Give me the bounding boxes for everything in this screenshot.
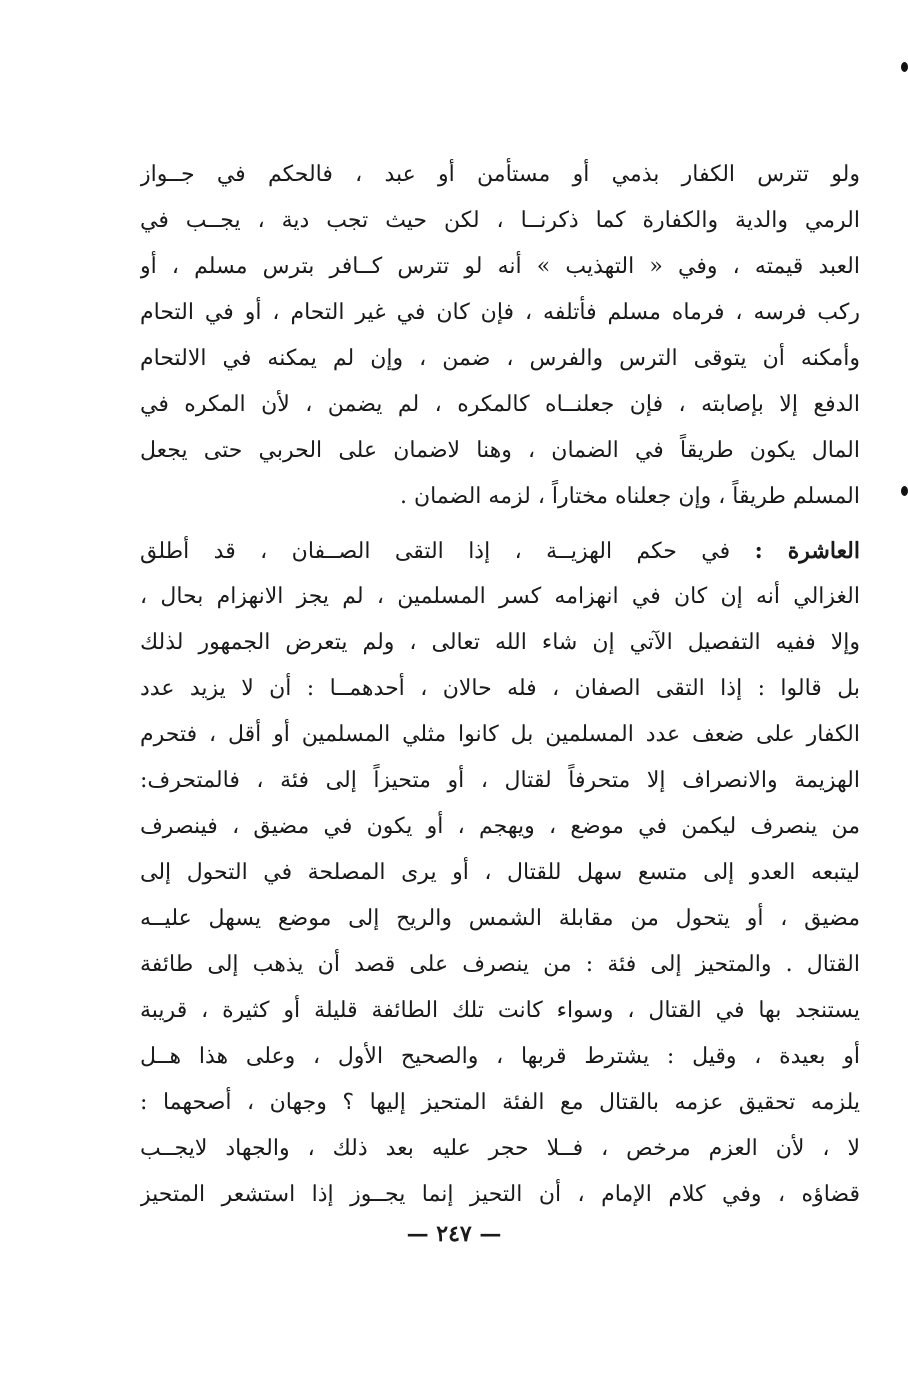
text-line-first <box>140 528 860 574</box>
text-line: ليتبعه العدو إلى متسع سهل للقتال ، أو يرى المصلحة في التحول إلى <box>140 860 860 885</box>
text-line: أو بعيدة ، وقيل : يشترط قربها ، والصحيح الأول ، وعلى هذا هــل <box>140 1044 860 1069</box>
text-line: ولو تترس الكفار بذمي أو مستأمن أو عبد ، فالحكم في جــواز <box>140 162 860 187</box>
text-line: يستنجد بها في القتال ، وسواء كانت تلك الطائفة قليلة أو كثيرة ، قريبة <box>140 998 860 1023</box>
text-line: وأمكنه أن يتوقى الترس والفرس ، ضمن ، وإن لم يمكنه في الالتحام <box>140 346 860 371</box>
text-line: الرمي والدية والكفارة كما ذكرنــا ، لكن حيث تجب دية ، يجــب في <box>140 208 860 233</box>
margin-mark <box>901 62 908 72</box>
section-heading: العاشرة : <box>754 538 860 564</box>
text-line-rest: في حكم الهزيــة ، إذا التقى الصــفان ، قد أطلق <box>140 539 755 564</box>
text-line: يلزمه تحقيق عزمه بالقتال مع الفئة المتحيز إليها ؟ وجهان ، أصحهما : <box>140 1090 860 1115</box>
paragraph-1 <box>140 152 860 520</box>
text-line: لا ، لأن العزم مرخص ، فــلا حجر عليه بعد ذلك ، والجهاد لايجــب <box>140 1136 860 1161</box>
text-line: ركب فرسه ، فرماه مسلم فأتلفه ، فإن كان في غير التحام ، أو في التحام <box>140 300 860 325</box>
text-line: مضيق ، أو يتحول من مقابلة الشمس والريح إلى موضع يسهل عليــه <box>140 906 860 931</box>
text-line: الهزيمة والانصراف إلا متحرفاً لقتال ، أو متحيزاً إلى فئة ، فالمتحرف: <box>140 768 860 793</box>
text-line: من ينصرف ليكمن في موضع ، ويهجم ، أو يكون في مضيق ، فينصرف <box>140 814 860 839</box>
text-line: المسلم طريقاً ، وإن جعلناه مختاراً ، لزمه الضمان . <box>399 484 860 509</box>
text-line: القتال . والمتحيز إلى فئة : من ينصرف على قصد أن يذهب إلى طائفة <box>140 952 860 977</box>
text-line: الغزالي أنه إن كان في انهزامه كسر المسلمين ، لم يجز الانهزام بحال ، <box>140 584 860 609</box>
paragraph-2 <box>140 528 860 1218</box>
text-line: الدفع إلا بإصابته ، فإن جعلنــاه كالمكره ، لم يضمن ، لأن المكره في <box>140 392 860 417</box>
margin-mark <box>901 486 908 496</box>
text-line: الكفار على ضعف عدد المسلمين بل كانوا مثلي المسلمين أو أقل ، فتحرم <box>140 722 860 747</box>
text-line: بل قالوا : إذا التقى الصفان ، فله حالان ، أحدهمــا : أن لا يزيد عدد <box>140 676 860 701</box>
text-line: وإلا ففيه التفصيل الآتي إن شاء الله تعالى ، ولم يتعرض الجمهور لذلك <box>140 630 860 655</box>
text-line: العبد قيمته ، وفي « التهذيب » أنه لو تترس كــافر بترس مسلم ، أو <box>140 254 860 279</box>
page-number: — ٢٤٧ — <box>406 1221 502 1247</box>
text-line: المال يكون طريقاً في الضمان ، وهنا لاضمان على الحربي حتى يجعل <box>140 438 860 463</box>
text-line: قضاؤه ، وفي كلام الإمام ، أن التحيز إنما يجــوز إذا استشعر المتحيز <box>140 1182 860 1207</box>
